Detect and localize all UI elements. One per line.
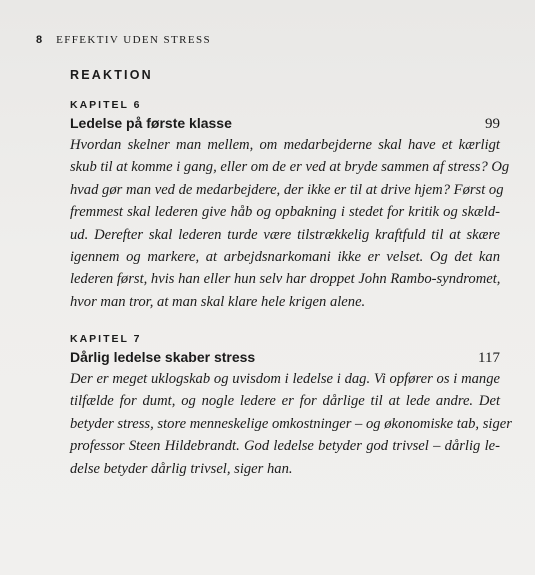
summary-line: hvad gør man ved de medarbejdere, der ikke er til at drive hjem? Først og: [70, 181, 504, 198]
summary-line: ud. Derefter skal lederen turde være tilstrækkelig kraftfuld til at skære: [70, 226, 500, 243]
summary-line: skub til at komme i gang, eller om de er ved at bryde sammen af stress? Og: [70, 159, 510, 176]
summary-line: tilfælde for dumt, og nogle ledere er for dårlige til at lede andre. Det: [70, 393, 500, 410]
summary-line: delse betyder dårlig trivsel, siger han.: [70, 460, 293, 477]
chapter-page-number: 117: [478, 350, 500, 366]
section-heading: REAKTION: [70, 68, 153, 82]
summary-line: lederen først, hvis han eller hun selv har droppet John Rambo-syndromet,: [70, 271, 501, 288]
page-number: 8: [36, 34, 43, 46]
book-title: EFFEKTIV UDEN STRESS: [56, 34, 212, 46]
summary-line: igennem og markere, at arbejdsnarkomani ikke er velset. Og det kan: [70, 249, 500, 266]
summary-line: Der er meget uklogskab og uvisdom i ledelse i dag. Vi opfører os i mange: [70, 371, 500, 387]
summary-line: hvor man tror, at man skal klare hele krigen alene.: [70, 293, 366, 310]
chapter-title: Ledelse på første klasse: [70, 115, 232, 131]
chapter-summary: [70, 368, 512, 480]
chapter-summary: [70, 134, 510, 313]
chapter-label: KAPITEL 7: [70, 333, 142, 345]
running-head: [36, 34, 211, 46]
chapter-label: KAPITEL 6: [70, 99, 142, 111]
summary-line: fremmest skal lederen give håb og opbakning i stedet for kritik og skæld-: [70, 204, 500, 221]
chapter-title-row: [70, 349, 500, 367]
summary-line: professor Steen Hildebrandt. God ledelse betyder god trivsel – dårlig le-: [70, 438, 500, 455]
summary-line: Hvordan skelner man mellem, om medarbejderne skal have et kærligt: [70, 137, 500, 153]
chapter-entry: [70, 333, 512, 480]
chapter-title-row: [70, 115, 500, 133]
summary-line: betyder stress, store menneskelige omkostninger – og økonomiske tab, siger: [70, 415, 512, 432]
chapter-title: Dårlig ledelse skaber stress: [70, 349, 256, 365]
chapter-entry: [70, 99, 510, 313]
chapter-page-number: 99: [485, 116, 500, 132]
